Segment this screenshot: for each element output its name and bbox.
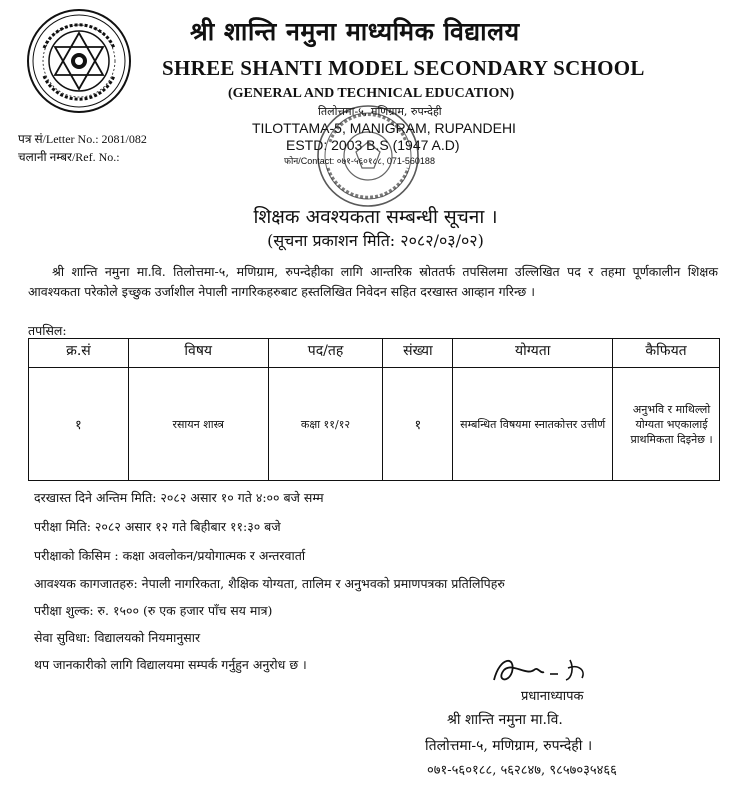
header-serial: क्र.सं bbox=[29, 339, 129, 368]
table-header-row bbox=[29, 339, 720, 368]
detail-documents: आवश्यक कागजातहरु: नेपाली नागरिकता, शैक्षिक योग्यता, तालिम र अनुभवको प्रमाणपत्रका प्रतिलिपिहरु bbox=[34, 576, 505, 591]
signatory-phones: ०७१-५६०१८८, ५६२८४७, ९८५७०३५४६६ bbox=[427, 763, 617, 778]
details-label: तपसिल: bbox=[28, 323, 67, 338]
vacancy-table bbox=[28, 338, 720, 481]
notice-publish-date: (सूचना प्रकाशन मिति: २०८२/०३/०२) bbox=[267, 231, 484, 250]
detail-facilities: सेवा सुविधा: विद्यालयको नियमानुसार bbox=[34, 630, 201, 645]
reference-number: चलानी नम्बर/Ref. No.: bbox=[18, 150, 120, 164]
header-qualification: योग्यता bbox=[453, 339, 613, 368]
cell-count: १ bbox=[383, 368, 453, 481]
detail-deadline: दरखास्त दिने अन्तिम मिति: २०८२ असार १० गते ४:०० बजे सम्म bbox=[34, 490, 324, 505]
signatory-school: श्री शान्ति नमुना मा.वि. bbox=[447, 712, 563, 728]
established-year: ESTD: 2003 B.S (1947 A.D) bbox=[286, 137, 460, 153]
remarks-line: प्राथमिकता दिइनेछ । bbox=[630, 432, 713, 446]
principal-signature bbox=[486, 650, 596, 690]
notice-title: शिक्षक अवश्यकता सम्बन्धी सूचना । bbox=[253, 206, 498, 228]
header-subject: विषय bbox=[128, 339, 268, 368]
school-stamp bbox=[312, 102, 424, 210]
address-nepali: तिलोत्तमा-५, मणिग्राम, रुपन्देही bbox=[318, 105, 442, 118]
remarks-line: अनुभवि र माथिल्लो bbox=[632, 402, 711, 416]
table-row bbox=[29, 368, 720, 481]
school-name-nepali: श्री शान्ति नमुना माध्यमिक विद्यालय bbox=[190, 17, 520, 46]
cell-qualification: सम्बन्धित विषयमा स्नातकोत्तर उत्तीर्ण bbox=[453, 368, 613, 481]
school-subtitle: (GENERAL AND TECHNICAL EDUCATION) bbox=[228, 86, 515, 101]
school-name-english: SHREE SHANTI MODEL SECONDARY SCHOOL bbox=[162, 56, 645, 80]
address-english: TILOTTAMA-5, MANIGRAM, RUPANDEHI bbox=[252, 120, 516, 136]
cell-subject: रसायन शास्त्र bbox=[128, 368, 268, 481]
detail-contact-note: थप जानकारीको लागि विद्यालयमा सम्पर्क गर्नुहुन अनुरोध छ । bbox=[34, 657, 307, 672]
cell-serial: १ bbox=[29, 368, 129, 481]
cell-remarks bbox=[613, 368, 720, 481]
school-phone: फोन/Contact: ०७१-५६०१८८, 071-560188 bbox=[284, 156, 435, 166]
header-remarks: कैफियत bbox=[613, 339, 720, 368]
detail-exam-date: परीक्षा मिति: २०८२ असार १२ गते बिहीबार ११:३० बजे bbox=[34, 519, 281, 534]
header-level: पद/तह bbox=[268, 339, 383, 368]
header-count: संख्या bbox=[383, 339, 453, 368]
notice-body: श्री शान्ति नमुना मा.वि. तिलोत्तमा-५, मणिग्राम, रुपन्देहीका लागि आन्तरिक स्रोततर्फ तपसिलमा उल्लिखित पद र तहमा पूर्णकालीन शिक्षक आवश्यकता परेकोले इच्छुक उर्जाशील नेपाली नागरिकहरुबाट हस्तलिखित निवेदन सहित दरखास्त आव्हान गरिन्छ । bbox=[28, 264, 718, 299]
remarks-line: योग्यता भएकालाई bbox=[635, 417, 708, 431]
letter-number: पत्र सं/Letter No.: 2081/082 bbox=[18, 132, 147, 146]
cell-level: कक्षा ११/१२ bbox=[268, 368, 383, 481]
signatory-address: तिलोत्तमा-५, मणिग्राम, रुपन्देही । bbox=[425, 738, 593, 754]
signatory-title: प्रधानाध्यापक bbox=[521, 689, 584, 704]
detail-exam-fee: परीक्षा शुल्क: रु. १५०० (रु एक हजार पाँच सय मात्र) bbox=[34, 603, 273, 618]
school-logo bbox=[26, 8, 132, 114]
detail-exam-type: परीक्षाको किसिम : कक्षा अवलोकन/प्रयोगात्मक र अन्तरवार्ता bbox=[34, 548, 306, 563]
